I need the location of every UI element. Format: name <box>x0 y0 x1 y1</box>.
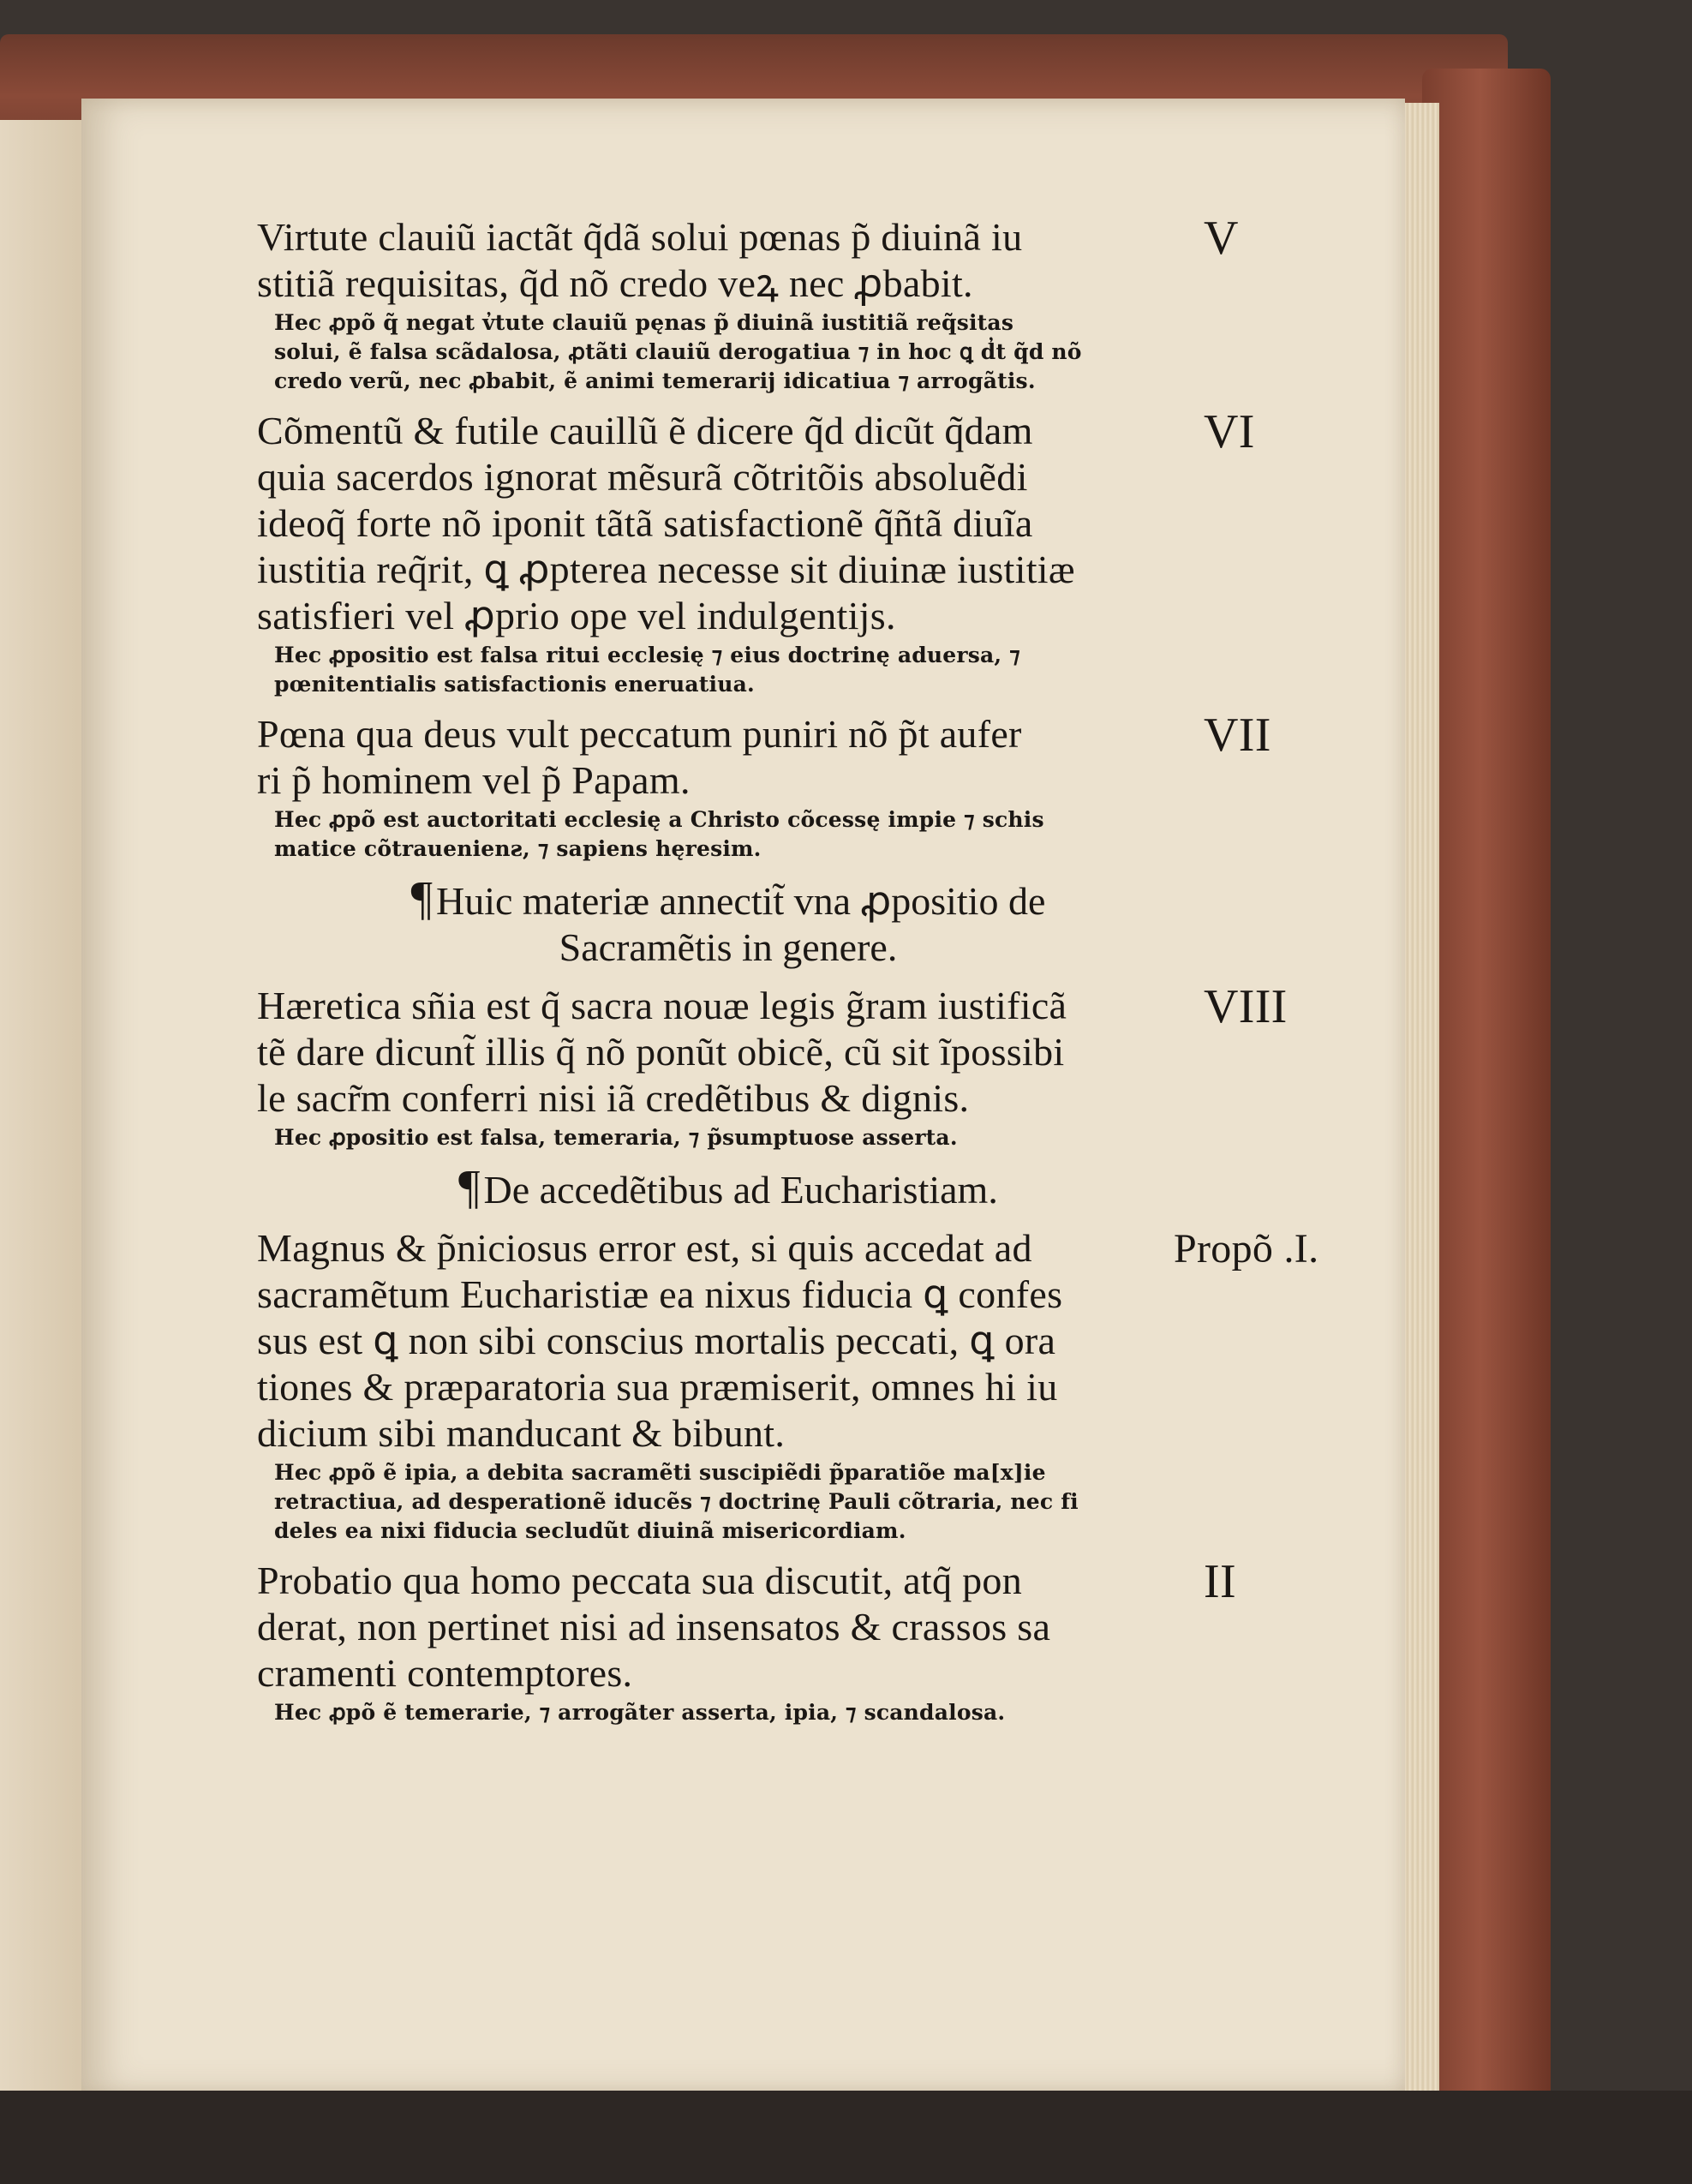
text-line <box>257 1410 1268 1457</box>
line-text: dicium sibi manducant & bibunt. <box>257 1411 786 1455</box>
text-line <box>257 500 1268 547</box>
text-line <box>274 1698 1268 1727</box>
page-text <box>257 212 1319 1739</box>
table-surface <box>0 2091 1692 2184</box>
text-line <box>257 757 1268 804</box>
line-text: cramenti contemptores. <box>257 1651 633 1695</box>
text-line <box>274 641 1268 670</box>
text-line <box>257 1029 1268 1075</box>
text-line <box>257 872 1199 925</box>
line-text: De accedẽtibus ad Eucharistiam. <box>483 1168 998 1212</box>
text-line <box>257 405 1268 458</box>
text-line <box>274 338 1268 367</box>
text-line <box>257 1161 1199 1214</box>
text-line <box>257 1075 1268 1122</box>
text-line <box>274 1458 1268 1487</box>
censure-9 <box>257 1123 1268 1152</box>
text-line <box>257 1604 1268 1650</box>
leather-cover-spine-edge <box>1422 69 1551 2142</box>
line-text: Hec ꝓpõ q̃ negat v̓tute clauiũ pęnas p̃ diuinã iustitiã req̃sitas <box>274 310 1014 335</box>
line-text: derat, non pertinet nisi ad insensatos & crassos sa <box>257 1605 1051 1648</box>
line-text: le sacr̃m conferri nisi iã credẽtibus & dignis. <box>257 1076 970 1120</box>
line-text: Pœna qua deus vult peccatum puniri nõ p̃t aufer <box>257 712 1022 756</box>
proposition-5 <box>257 709 1271 804</box>
proposition-number: VII <box>1204 709 1271 762</box>
line-text: Probatio qua homo peccata sua discutit, atq̃ pon <box>257 1559 1022 1602</box>
text-line <box>274 1517 1268 1546</box>
text-line <box>257 1272 1268 1318</box>
pilcrow-icon: ¶ <box>458 1161 481 1214</box>
facing-page-edge <box>0 120 90 2091</box>
line-text: Virtute clauiũ iactãt q̃dã solui pœnas p̃ diuinã iu <box>257 215 1023 259</box>
pilcrow-icon: ¶ <box>410 872 433 925</box>
line-text: Hec ꝓpositio est falsa, temeraria, ⁊ p̃sumptuose asserta. <box>274 1125 958 1150</box>
proposition-number: VI <box>1204 405 1255 458</box>
text-line <box>257 260 1268 307</box>
text-line <box>257 1364 1268 1410</box>
line-text: retractiua, ad desperationẽ iducẽs ⁊ doctrinę Pauli cõtraria, nec fi <box>274 1489 1079 1514</box>
censure-6 <box>257 805 1268 864</box>
line-text: ri p̃ hominem vel p̃ Papam. <box>257 758 691 802</box>
text-line <box>257 983 1268 1029</box>
line-text: Magnus & p̃niciosus error est, si quis accedat ad <box>257 1226 1032 1270</box>
proposition-3 <box>257 405 1268 639</box>
censure-12 <box>257 1458 1268 1546</box>
proposition-13 <box>257 1555 1268 1696</box>
text-line <box>274 805 1268 835</box>
line-text: pœnitentialis satisfactionis eneruatiua. <box>274 672 755 697</box>
censure-4 <box>257 641 1268 699</box>
text-line <box>257 1225 1268 1272</box>
text-line <box>274 367 1268 396</box>
text-line <box>257 711 1268 757</box>
line-text: tẽ dare dicunt̃ illis q̃ nõ ponũt obicẽ, cũ sit ĩpossibi <box>257 1030 1065 1074</box>
section-heading <box>257 872 1199 971</box>
line-text: iustitia req̃rit, ꝗ ꝓpterea necesse sit diuinæ iustitiæ <box>257 547 1075 591</box>
line-text: Hæretica sñia est q̃ sacra nouæ legis g̃ram iustificã <box>257 984 1067 1027</box>
line-text: ideoq̃ forte nõ iponit tãtã satisfactionẽ q̃ñtã diuĩa <box>257 501 1033 545</box>
line-text: credo verũ, nec ꝓbabit, ẽ animi temerarij idicatiua ⁊ arrogãtis. <box>274 368 1036 393</box>
line-text: stitiã requisitas, q̃d nõ credo veꝝ nec ꝓbabit. <box>257 261 973 305</box>
text-line <box>257 1555 1268 1608</box>
line-text: Huic materiæ annectit̃ vna ꝓpositio de <box>435 879 1046 923</box>
line-text: quia sacerdos ignorat mẽsurã cõtritõis absoluẽdi <box>257 455 1028 499</box>
censure-14 <box>257 1698 1268 1727</box>
line-text: tiones & præparatoria sua præmiserit, omnes hi iu <box>257 1365 1058 1409</box>
line-text: sus est ꝗ non sibi conscius mortalis peccati, ꝗ ora <box>257 1319 1056 1362</box>
text-line <box>257 212 1268 265</box>
proposition-number: II <box>1204 1555 1236 1608</box>
proposition-8 <box>257 980 1288 1122</box>
text-line <box>274 1123 1268 1152</box>
proposition-number: V <box>1204 212 1239 265</box>
text-line <box>257 1650 1268 1696</box>
proposition-11 <box>257 1225 1319 1457</box>
censure-2 <box>257 308 1268 396</box>
line-text: satisfieri vel ꝓprio ope vel indulgentijs. <box>257 594 896 637</box>
text-line <box>274 1487 1268 1517</box>
proposition-1 <box>257 214 1268 307</box>
text-line <box>274 670 1268 699</box>
line-text: solui, ẽ falsa scãdalosa, ꝓtãti clauiũ derogatiua ⁊ in hoc ꝗ d̓t q̃d nõ <box>274 339 1082 364</box>
text-line <box>257 547 1268 593</box>
text-line <box>274 308 1268 338</box>
line-text: matice cõtrauenienƨ, ⁊ sapiens hęresim. <box>274 836 762 861</box>
proposition-number: Propõ .I. <box>1174 1226 1319 1272</box>
text-line <box>274 835 1268 864</box>
line-text: deles ea nixi fiducia secludũt diuinã misericordiam. <box>274 1518 906 1543</box>
line-text: Hec ꝓpõ ẽ temerarie, ⁊ arrogãter asserta, ipia, ⁊ scandalosa. <box>274 1700 1006 1725</box>
line-text: Sacramẽtis in genere. <box>559 925 898 969</box>
line-text: Hec ꝓpositio est falsa ritui ecclesię ⁊ eius doctrinę aduersa, ⁊ <box>274 643 1020 667</box>
text-line <box>257 593 1268 639</box>
text-line <box>257 1318 1268 1364</box>
section-heading <box>257 1161 1199 1214</box>
text-line <box>257 454 1268 500</box>
line-text: sacramẽtum Eucharistiæ ea nixus fiducia ꝗ confes <box>257 1272 1063 1316</box>
line-text: Hec ꝓpõ ẽ ipia, a debita sacramẽti suscipiẽdi p̃paratiõe ma[x]ie <box>274 1460 1046 1485</box>
line-text: Hec ꝓpõ est auctoritati ecclesię a Christo cõcessę impie ⁊ schis <box>274 807 1044 832</box>
line-text: Cõmentũ & futile cauillũ ẽ dicere q̃d dicũt q̃dam <box>257 409 1033 452</box>
proposition-number: VIII <box>1204 980 1288 1033</box>
text-line <box>257 924 1199 971</box>
